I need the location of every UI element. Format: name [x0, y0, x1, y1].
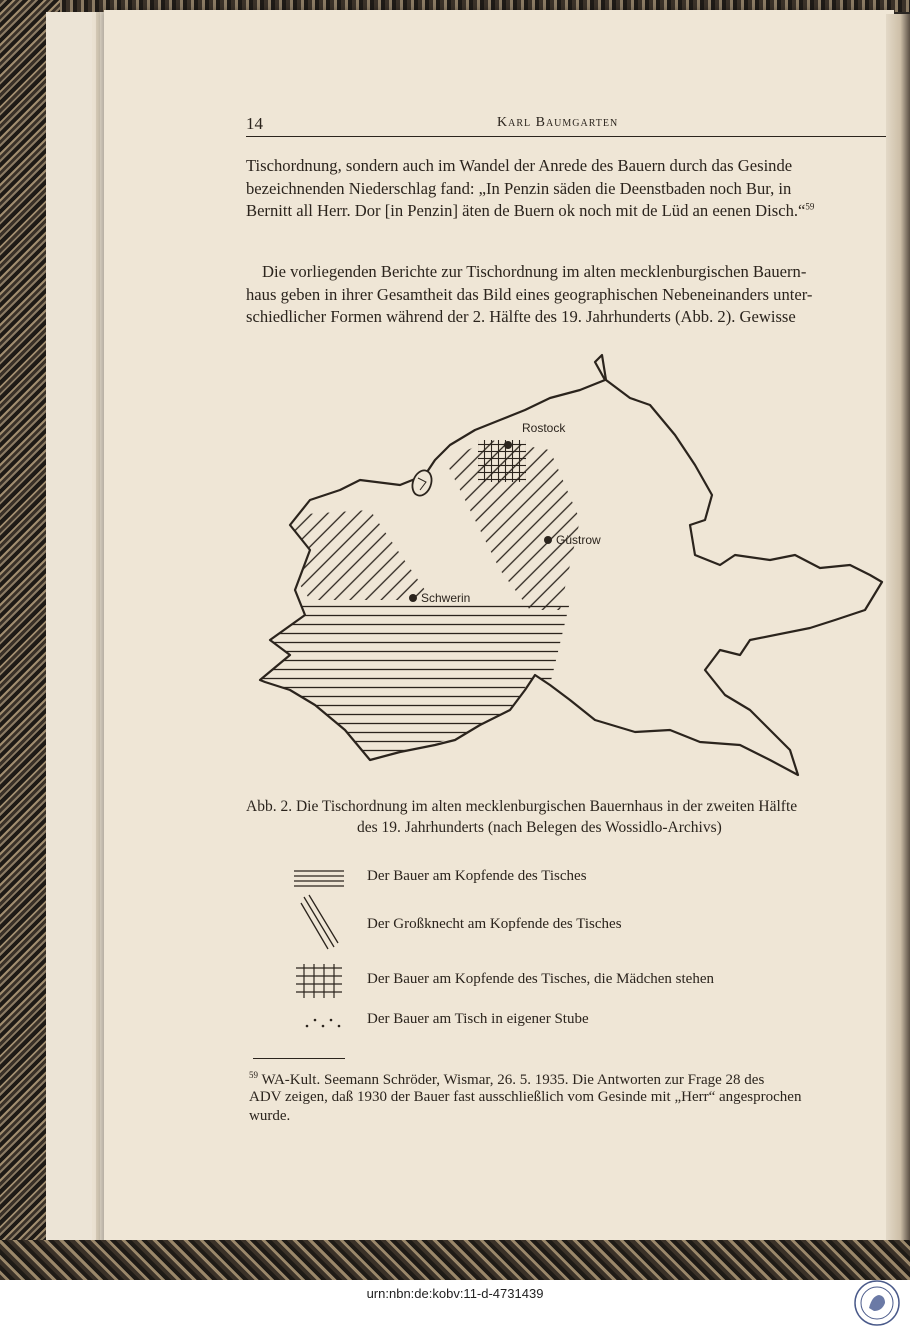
legend-label: Der Großknecht am Kopfende des Tisches [367, 916, 622, 932]
book-cover-bottom [0, 1240, 910, 1280]
island-poel [409, 468, 435, 499]
body-line: Die vorliegenden Berichte zur Tischordnung im alten mecklenburgischen Bauern- [262, 262, 807, 281]
city-label-guestrow: Güstrow [556, 533, 601, 547]
urn-footer: urn:nbn:de:kobv:11-d-4731439 [366, 1286, 544, 1301]
body-line-text: Bernitt all Herr. Dor [in Penzin] äten de Buern ok noch mit de Lüd an eenen Disch.“ [246, 201, 806, 220]
legend-label: Der Bauer am Kopfende des Tisches [367, 868, 587, 884]
city-label-rostock: Rostock [522, 421, 566, 435]
footnote-line: ADV zeigen, daß 1930 der Bauer fast ausschließlich vom Gesinde mit „Herr“ angesprochen [249, 1089, 802, 1105]
city-dot-schwerin [409, 594, 417, 602]
footnote-line: wurde. [249, 1108, 291, 1124]
running-head: Karl Baumgarten [497, 115, 619, 130]
footnote-number: 59 [249, 1070, 258, 1080]
page-number: 14 [246, 114, 263, 133]
legend-swatch-diagonal [300, 893, 340, 951]
footnote-text: WA-Kult. Seemann Schröder, Wismar, 26. 5. 1935. Die Antworten zur Frage 28 des [261, 1072, 765, 1088]
legend-label: Der Bauer am Kopfende des Tisches, die Mädchen stehen [367, 971, 714, 987]
body-line [246, 201, 814, 221]
page-stack [46, 12, 106, 1240]
header-rule [246, 136, 886, 137]
body-line: Tischordnung, sondern auch im Wandel der Anrede des Bauern durch das Gesinde [246, 156, 793, 175]
city-dot-guestrow [544, 536, 552, 544]
legend-swatch-dots [303, 1013, 343, 1031]
map-figure [250, 350, 890, 790]
footnote-rule [253, 1058, 345, 1059]
city-label-schwerin: Schwerin [421, 591, 471, 605]
hatch-bauer-kopfende [250, 602, 570, 760]
footnote-ref: 59 [805, 201, 815, 212]
footnote-line [249, 1070, 764, 1089]
body-line: bezeichnenden Niederschlag fand: „In Penzin säden die Deenstbaden noch Bur, in [246, 179, 792, 198]
figure-caption-line2: des 19. Jahrhunderts (nach Belegen des Wossidlo-Archivs) [357, 819, 722, 836]
hatch-maedchen-stehen [478, 440, 526, 482]
body-line: schiedlicher Formen während der 2. Hälfte des 19. Jahrhunderts (Abb. 2). Gewisse [246, 307, 796, 326]
hatch-grossknecht-west [290, 510, 425, 600]
body-line: haus geben in ihrer Gesamtheit das Bild eines geographischen Nebeneinanders unter- [246, 285, 813, 304]
city-dot-rostock [504, 441, 512, 449]
library-seal-icon [852, 1278, 902, 1328]
legend-swatch-grid [294, 962, 344, 1000]
figure-caption-line1: Abb. 2. Die Tischordnung im alten mecklenburgischen Bauernhaus in der zweiten Hälfte [246, 798, 798, 815]
legend-label: Der Bauer am Tisch in eigener Stube [367, 1011, 589, 1027]
legend-swatch-horizontal [292, 868, 346, 888]
